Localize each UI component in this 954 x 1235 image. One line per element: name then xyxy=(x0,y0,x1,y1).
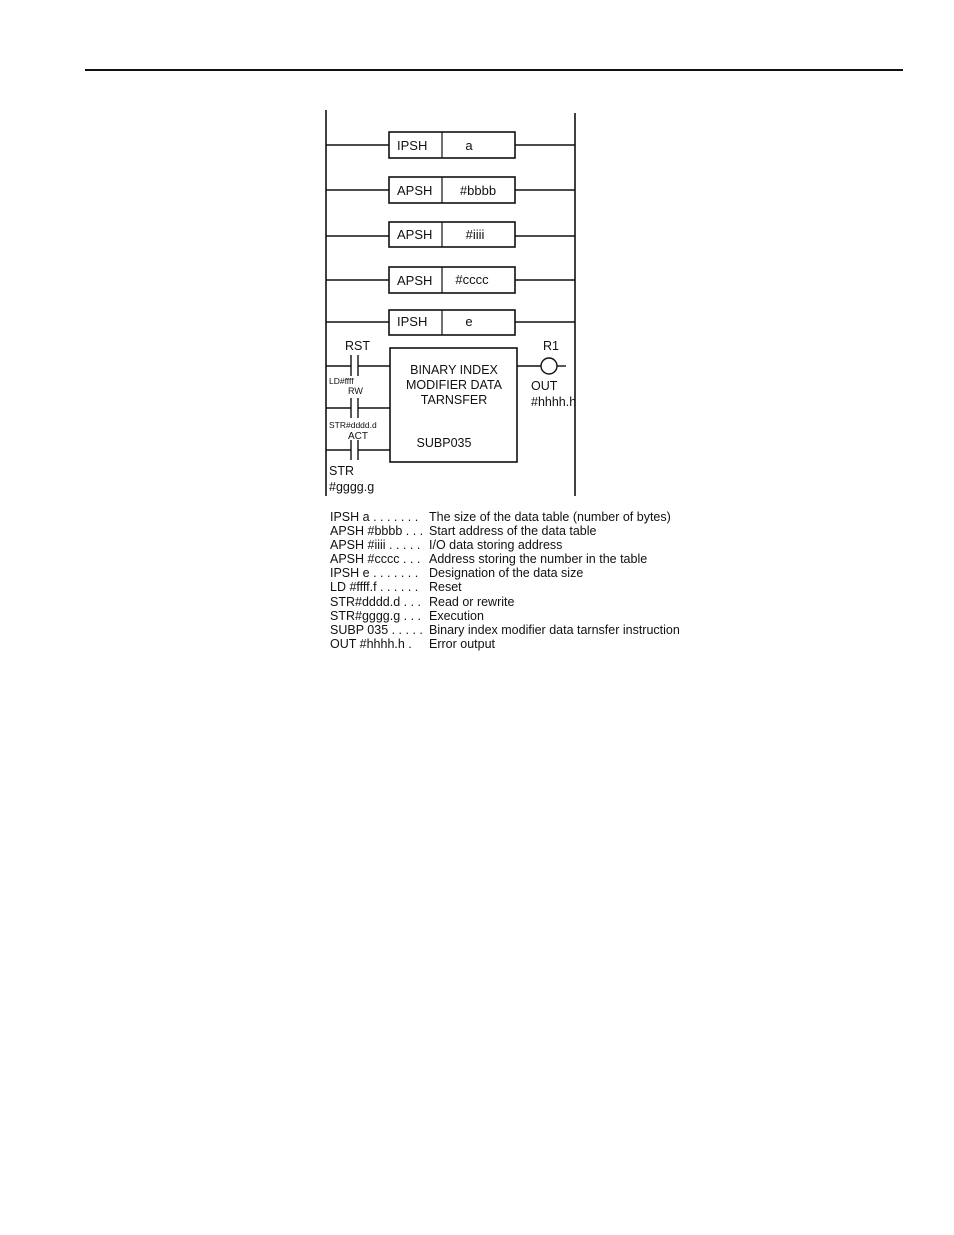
function-block-line1: BINARY INDEX xyxy=(410,363,498,377)
legend-key: STR#gggg.g . . . xyxy=(330,608,422,623)
legend-desc: Execution xyxy=(429,608,484,623)
rung-3 xyxy=(326,222,575,247)
legend-key: OUT #hhhh.h . xyxy=(330,636,412,651)
act-label: ACT xyxy=(348,431,368,442)
legend-key: APSH #iiii . . . . . xyxy=(330,538,421,553)
legend-desc: Reset xyxy=(429,580,462,595)
legend-row xyxy=(330,595,730,609)
legend-row xyxy=(330,566,730,580)
legend-desc: I/O data storing address xyxy=(429,538,563,553)
legend-key: SUBP 035 . . . . . xyxy=(330,622,423,637)
rung-4 xyxy=(326,267,575,293)
str-label: STR xyxy=(329,464,354,478)
legend-row xyxy=(330,623,730,637)
legend-key: STR#dddd.d . . . xyxy=(330,594,422,609)
rung-5 xyxy=(326,310,575,335)
legend-row xyxy=(330,552,730,566)
instruction-op: APSH xyxy=(397,183,433,198)
legend-key: IPSH a . . . . . . . xyxy=(330,510,419,524)
instruction-op: IPSH xyxy=(397,138,428,153)
instruction-op: APSH xyxy=(397,227,433,242)
coil-name: R1 xyxy=(543,339,559,353)
instruction-op: APSH xyxy=(397,273,433,288)
legend-desc: Binary index modifier data tarnsfer instruction xyxy=(429,622,680,637)
rw-label: RW xyxy=(348,386,363,396)
rung-2 xyxy=(326,177,575,203)
instruction-op: IPSH xyxy=(397,314,428,329)
instruction-arg: #bbbb xyxy=(459,183,497,198)
legend-desc: Designation of the data size xyxy=(429,566,584,581)
instruction-arg: #iiii xyxy=(465,227,485,242)
legend-key: LD #ffff.f . . . . . . xyxy=(330,580,419,595)
legend-desc: Error output xyxy=(429,636,496,651)
contact-rst xyxy=(326,355,390,376)
legend-row xyxy=(330,637,730,651)
legend-key: IPSH e . . . . . . . xyxy=(330,566,419,581)
str-g-label: #gggg.g xyxy=(329,480,375,494)
legend-key: APSH #bbbb . . . xyxy=(330,524,424,539)
contact-act xyxy=(326,440,390,460)
legend-desc: Start address of the data table xyxy=(429,524,597,539)
instruction-arg: a xyxy=(465,138,473,153)
rst-label: RST xyxy=(345,339,370,353)
function-block-line2: MODIFIER DATA xyxy=(405,378,503,392)
str-d-label: STR#dddd.d xyxy=(329,420,377,430)
ld-label: LD#ffff xyxy=(329,376,354,386)
instruction-arg: e xyxy=(465,314,473,329)
legend-row xyxy=(330,510,730,524)
coil-type: OUT xyxy=(531,379,558,393)
legend-desc: Read or rewrite xyxy=(429,594,515,609)
function-block-code: SUBP035 xyxy=(416,436,472,450)
legend-desc: The size of the data table (number of bytes) xyxy=(429,510,671,524)
instruction-arg: #cccc xyxy=(455,272,489,287)
legend-row xyxy=(330,538,730,552)
legend xyxy=(330,510,730,651)
coil-address: #hhhh.h xyxy=(531,395,577,409)
legend-key: APSH #cccc . . . xyxy=(330,552,421,567)
legend-row xyxy=(330,609,730,623)
legend-desc: Address storing the number in the table xyxy=(429,552,648,567)
legend-row xyxy=(330,524,730,538)
function-block-line3: TARNSFER xyxy=(420,393,488,407)
contact-rw xyxy=(326,398,390,418)
rung-1 xyxy=(326,132,575,158)
coil-r1 xyxy=(517,358,566,374)
legend-row xyxy=(330,580,730,594)
